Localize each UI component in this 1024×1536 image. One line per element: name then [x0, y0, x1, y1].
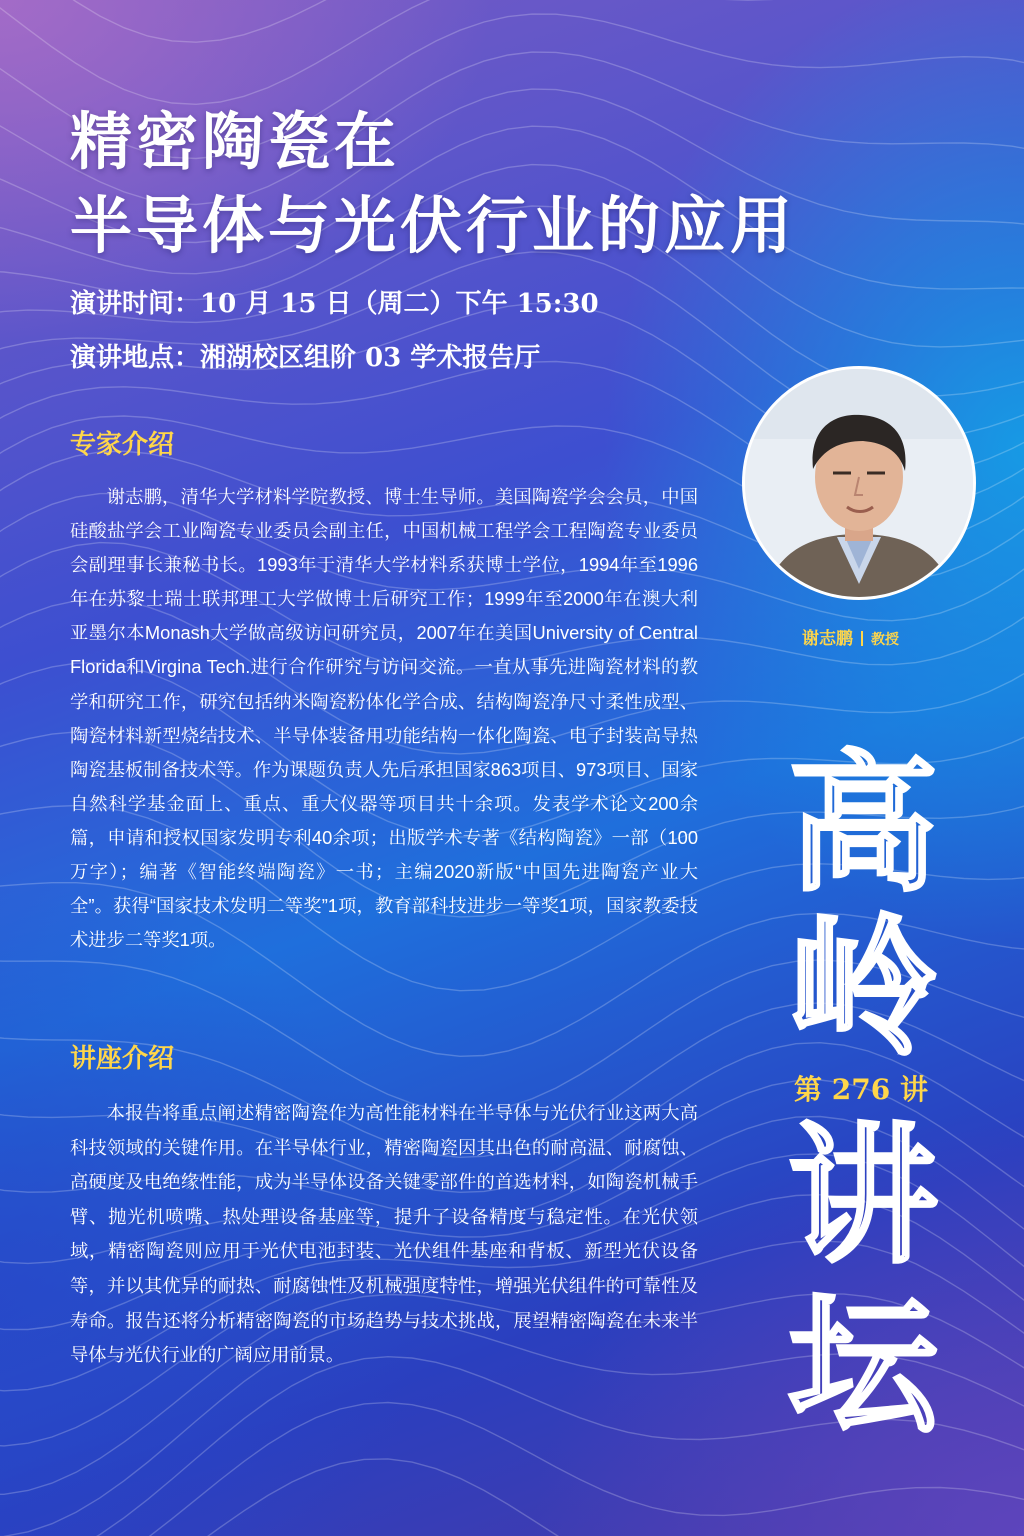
- speaker-name: 谢志鹏: [802, 629, 853, 648]
- event-place: 演讲地点：湘湖校区组阶 03 学术报告厅: [70, 343, 541, 373]
- forum-char-ling: 岭: [787, 900, 938, 1076]
- forum-char-gao: 高: [787, 736, 938, 912]
- expert-bio: 谢志鹏，清华大学材料学院教授、博士生导师。美国陶瓷学会会员，中国硅酸盐学会工业陶瓷专业委员会副主任，中国机械工程学会工程陶瓷专业委员会副理事长兼秘书长。1993年于清华大学材料系获博士学位，1994年至1996年在苏黎士瑞士联邦理工大学做博士后研究工作；1999年至2000年在澳大利亚墨尔本Monash大学做高级访问研究员，2007年在美国University of Central Florida和Virgina Tech.进行合作研究与访问交流。一直从事先进陶瓷材料的教学和研究工作，研究包括纳米陶瓷粉体化学合成、结构陶瓷净尺寸柔性成型、陶瓷材料新型烧结技术、半导体装备用功能结构一体化陶瓷、电子封装高导热陶瓷基板制备技术等。作为课题负责人先后承担国家863项目、973项目、国家自然科学基金面上、重点、重大仪器等项目共十余项。发表学术论文200余篇，申请和授权国家发明专利40余项；出版学术专著《结构陶瓷》一部（100万字）；编著《智能终端陶瓷》一书；主编2020新版“中国先进陶瓷产业大全”。获得“国家技术发明二等奖”1项，教育部科技进步一等奖1项，国家教委技术进步二等奖1项。: [70, 486, 698, 951]
- contour-line: [0, 0, 1024, 42]
- event-title-line-1: 精密陶瓷在: [70, 105, 401, 178]
- contour-line: [0, 1459, 1024, 1536]
- speaker-portrait: [742, 366, 976, 600]
- speaker-caption: [802, 624, 899, 649]
- lecture-abstract: 本报告将重点阐述精密陶瓷作为高性能材料在半导体与光伏行业这两大高科技领域的关键作用。在半导体行业，精密陶瓷因其出色的耐高温、耐腐蚀、高硬度及电绝缘性能，成为半导体设备关键零部件的首选材料，如陶瓷机械手臂、抛光机喷嘴、热处理设备基座等，提升了设备精度与稳定性。在光伏领域，精密陶瓷则应用于光伏电池封装、光伏组件基座和背板、新型光伏设备等，并以其优异的耐热、耐腐蚀性及机械强度特性，增强光伏组件的可靠性及寿命。报告还将分析精密陶瓷的市场趋势与技术挑战，展望精密陶瓷在未来半导体与光伏行业的广阔应用前景。: [70, 1102, 698, 1366]
- forum-char-tan: 坛: [787, 1278, 938, 1454]
- event-title-line-2: 半导体与光伏行业的应用: [70, 189, 797, 262]
- lecture-heading: 讲座介绍: [70, 1044, 175, 1074]
- expert-heading: 专家介绍: [70, 430, 175, 460]
- forum-char-jiang: 讲: [787, 1108, 938, 1284]
- caption-divider: [861, 631, 863, 646]
- event-title: [70, 100, 796, 268]
- speaker-title: 教授: [871, 631, 899, 647]
- lecture-number: 第 276 讲: [794, 1073, 928, 1106]
- event-time: 演讲时间：10 月 15 日（周二）下午 15:30: [70, 289, 599, 319]
